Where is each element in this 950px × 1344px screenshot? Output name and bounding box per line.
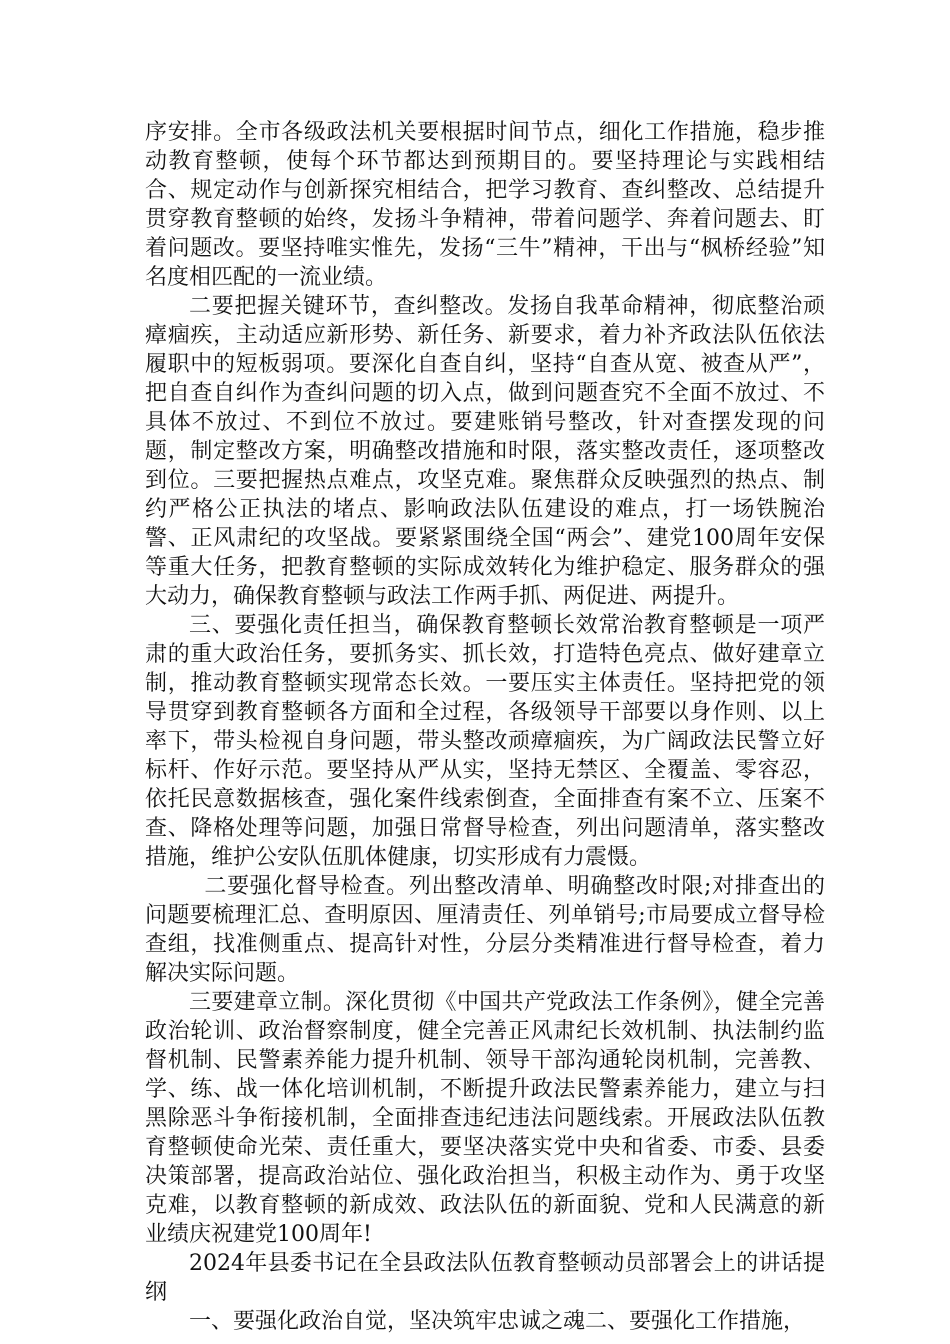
paragraph-rectification: 二要把握关键环节，查纠整改。发扬自我革命精神，彻底整治顽瘴痼疾，主动适应新形势、新任务、新要求，着力补齐政法队伍依法履职中的短板弱项。要深化自查自纠，坚持“自查从宽、被查从严”，把自查自纠作为查纠问题的切入点，做到问题查究不全面不放过、不具体不放过、不到位不放过。要建账销号整改，针对查摆发现的问题，制定整改方案，明确整改措施和时限，落实整改责任，逐项整改到位。三要把握热点难点，攻坚克难。聚焦群众反映强烈的热点、制约严格公正执法的堵点、影响政法队伍建设的难点，打一场铁腕治警、正风肃纪的攻坚战。要紧紧围绕全国“两会”、建党100周年安保等重大任务，把教育整顿的实际成效转化为维护稳定、服务群众的强大动力，确保教育整顿与政法工作两手抓、两促进、两提升。 <box>145 294 825 609</box>
paragraph-outline-start: 一、要强化政治自觉，坚决筑牢忠诚之魂二、要强化工作措施， <box>189 1309 806 1334</box>
paragraph-institution-building: 三要建章立制。深化贯彻《中国共产党政法工作条例》，健全完善政治轮训、政治督察制度，健全完善正风肃纪长效机制、执法制约监督机制、民警素养能力提升机制、领导干部沟通轮岗机制，完善教、学、练、战一体化培训机制，不断提升政法民警素养能力，建立与扫黑除恶斗争衔接机制，全面排查违纪违法问题线索。开展政法队伍教育整顿使命光荣、责任重大，要坚决落实党中央和省委、市委、县委决策部署，提高政治站位、强化政治担当，积极主动作为、勇于攻坚克难，以教育整顿的新成效、政法队伍的新面貌、党和人民满意的新业绩庆祝建党100周年! <box>145 990 825 1247</box>
paragraph-supervision: 二要强化督导检查。列出整改清单、明确整改时限;对排查出的问题要梳理汇总、查明原因、厘清责任、列单销号;市局要成立督导检查组，找准侧重点、提高针对性，分层分类精准进行督导检查，着力解决实际问题。 <box>145 874 825 986</box>
paragraph-responsibility: 三、要强化责任担当，确保教育整顿长效常治教育整顿是一项严肃的重大政治任务，要抓务实、抓长效，打造特色亮点、做好建章立制，推动教育整顿实现常态长效。一要压实主体责任。坚持把党的领导贯穿到教育整顿各方面和全过程，各级领导干部要以身作则、以上率下，带头检视自身问题，带头整改顽瘴痼疾，为广阔政法民警立好标杆、作好示范。要坚持从严从实，坚持无禁区、全覆盖、零容忍，依托民意数据核查，强化案件线索倒查，全面排查有案不立、压案不查、降格处理等问题，加强日常督导检查，列出问题清单，落实整改措施，维护公安队伍肌体健康，切实形成有力震慑。 <box>145 613 825 870</box>
section-heading: 2024年县委书记在全县政法队伍教育整顿动员部署会上的讲话提纲 <box>145 1251 825 1305</box>
document-body <box>145 118 825 1336</box>
paragraph-work-arrangement: 序安排。全市各级政法机关要根据时间节点，细化工作措施，稳步推动教育整顿，使每个环节都达到预期目的。要坚持理论与实践相结合、规定动作与创新探究相结合，把学习教育、查纠整改、总结提升贯穿教育整顿的始终，发扬斗争精神，带着问题学、奔着问题去、盯着问题改。要坚持唯实惟先，发扬“三牛”精神，干出与“枫桥经验”知名度相匹配的一流业绩。 <box>145 120 825 290</box>
